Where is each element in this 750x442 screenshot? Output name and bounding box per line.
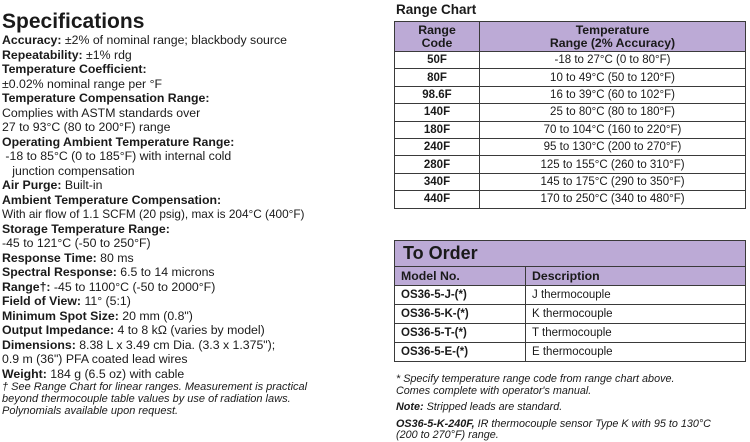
spec-text: 184 g (6.5 oz) with cable [46,366,185,381]
spec-label: Dimensions: [2,337,76,352]
table-row [395,173,746,190]
table-row [395,324,746,343]
table-row [395,52,746,69]
to-order-header-row [395,267,746,286]
spec-label: Weight: [2,366,47,381]
model-no-header: Model No. [395,267,526,286]
spec-text: 80 ms [96,250,134,265]
range-code-cell: 440F [395,191,480,208]
spec-label: Range†: [2,279,51,294]
spec-text: 27 to 93°C (80 to 200°F) range [2,120,171,134]
spec-line [2,352,378,367]
temperature-header-line1: Temperature [575,22,650,37]
model-cell: OS36-5-K-(*) [395,305,526,324]
note-stripped-leads [396,402,748,414]
spec-line [2,120,378,135]
spec-text: Built-in [61,178,103,192]
range-code-cell: 50F [395,52,480,69]
spec-text: -18 to 85°C (0 to 185°F) with internal cold [2,149,232,163]
table-row [395,305,746,324]
range-code-cell: 98.6F [395,86,480,103]
table-row [395,69,746,86]
spec-line [2,62,378,77]
spec-line [2,294,378,309]
range-value-cell: 10 to 49°C (50 to 120°F) [480,69,746,86]
table-row [395,138,746,155]
description-cell: K thermocouple [526,305,746,324]
spec-line [2,149,378,164]
spec-text: -45 to 121°C (-50 to 250°F) [2,236,151,250]
spec-line [2,207,378,222]
spec-line [2,77,378,92]
range-code-header-line1: Range [418,22,456,37]
spec-label: Ambient Temperature Compensation: [2,192,222,207]
range-code-cell: 140F [395,104,480,121]
spec-text: 6.5 to 14 microns [116,265,215,279]
model-cell: OS36-5-E-(*) [395,343,526,362]
model-cell: OS36-5-T-(*) [395,324,526,343]
range-code-cell: 240F [395,138,480,155]
range-value-cell: -18 to 27°C (0 to 80°F) [480,52,746,69]
spec-line [2,222,378,237]
spec-line [2,236,378,251]
range-value-cell: 145 to 175°C (290 to 350°F) [480,173,746,190]
range-value-cell: 16 to 39°C (60 to 102°F) [480,86,746,103]
spec-label: Repeatability: [2,47,83,62]
spec-text: 0.9 m (36") PFA coated lead wires [2,352,188,366]
spec-footnote-line: † See Range Chart for linear ranges. Measurement is practical [2,381,308,393]
spec-label: Operating Ambient Temperature Range: [2,134,235,149]
ordering-example-line2: (200 to 270°F) range. [396,429,499,441]
table-row [395,121,746,138]
spec-line [2,33,378,48]
spec-label: Spectral Response: [2,265,117,279]
spec-label: Output Impedance: [2,323,115,337]
range-code-header [395,22,480,52]
spec-footnote-line: beyond thermocouple table values by use of radiation laws. [2,393,291,405]
table-row [395,343,746,362]
spec-label: Storage Temperature Range: [2,221,170,236]
spec-line [2,91,378,106]
spec-text: 20 mm (0.8") [118,308,193,323]
note-label: Note: [396,401,424,413]
spec-label: Accuracy: [2,33,62,47]
order-notes [396,374,748,442]
spec-text: 11° (5:1) [81,294,131,308]
range-code-cell: 180F [395,121,480,138]
table-row [395,104,746,121]
temperature-range-header [480,22,746,52]
to-order-table [394,266,746,362]
spec-line [2,178,378,193]
note-range-code-line2: Comes complete with operator's manual. [396,384,592,397]
spec-line [2,251,378,266]
spec-line [2,338,378,353]
spec-label: Response Time: [2,250,97,265]
spec-line [2,135,378,150]
spec-label: Minimum Spot Size: [2,308,119,323]
to-order-box [394,240,746,362]
spec-text: ±1% rdg [82,47,132,62]
spec-line [2,193,378,208]
spec-line [2,367,378,382]
description-cell: T thermocouple [526,324,746,343]
spec-line [2,309,378,324]
table-row [395,86,746,103]
description-header: Description [526,267,746,286]
range-code-cell: 340F [395,173,480,190]
note-text: Stripped leads are standard. [423,401,563,413]
range-chart-table [394,21,746,209]
range-chart-header-row [395,22,746,52]
spec-text: -45 to 1100°C (-50 to 2000°F) [50,279,216,294]
table-row [395,191,746,208]
example-text: IR thermocouple sensor Type K with 95 to 130°C [474,417,711,430]
spec-text: junction compensation [2,163,135,178]
spec-footnote-line: Polynomials available upon request. [2,405,179,417]
note-range-code-line1: * Specify temperature range code from range chart above. [396,373,675,385]
to-order-title: To Order [394,240,746,266]
spec-text: 4 to 8 kΩ (varies by model) [114,323,265,337]
spec-text: Complies with ASTM standards over [2,105,201,120]
spec-list [2,33,378,417]
table-row [395,286,746,305]
spec-line [2,323,378,338]
description-cell: E thermocouple [526,343,746,362]
model-cell: OS36-5-J-(*) [395,286,526,305]
spec-line [2,265,378,280]
range-value-cell: 170 to 250°C (340 to 480°F) [480,191,746,208]
range-value-cell: 95 to 130°C (200 to 270°F) [480,138,746,155]
range-chart-title: Range Chart [396,2,477,17]
spec-label: Field of View: [2,294,82,308]
temperature-header-line2: Range (2% Accuracy) [549,35,676,50]
range-value-cell: 70 to 104°C (160 to 220°F) [480,121,746,138]
description-cell: J thermocouple [526,286,746,305]
spec-text: ±0.02% nominal range per °F [2,76,162,91]
spec-line [2,164,378,179]
range-code-cell: 80F [395,69,480,86]
specifications-title: Specifications [2,10,145,33]
spec-label: Temperature Coefficient: [2,62,147,76]
spec-line [2,280,378,295]
example-model: OS36-5-K-240F, [396,417,475,430]
range-value-cell: 25 to 80°C (80 to 180°F) [480,104,746,121]
spec-label: Temperature Compensation Range: [2,91,210,105]
range-code-cell: 280F [395,156,480,173]
spec-text: ±2% of nominal range; blackbody source [61,33,287,47]
spec-line [2,106,378,121]
spec-line [2,48,378,63]
table-row [395,156,746,173]
spec-text: 8.38 L x 3.49 cm Dia. (3.3 x 1.375"); [75,337,276,352]
spec-text: With air flow of 1.1 SCFM (20 psig), max is 204°C (400°F) [2,207,305,221]
range-code-header-line2: Code [421,35,453,50]
spec-label: Air Purge: [2,178,62,192]
range-value-cell: 125 to 155°C (260 to 310°F) [480,156,746,173]
